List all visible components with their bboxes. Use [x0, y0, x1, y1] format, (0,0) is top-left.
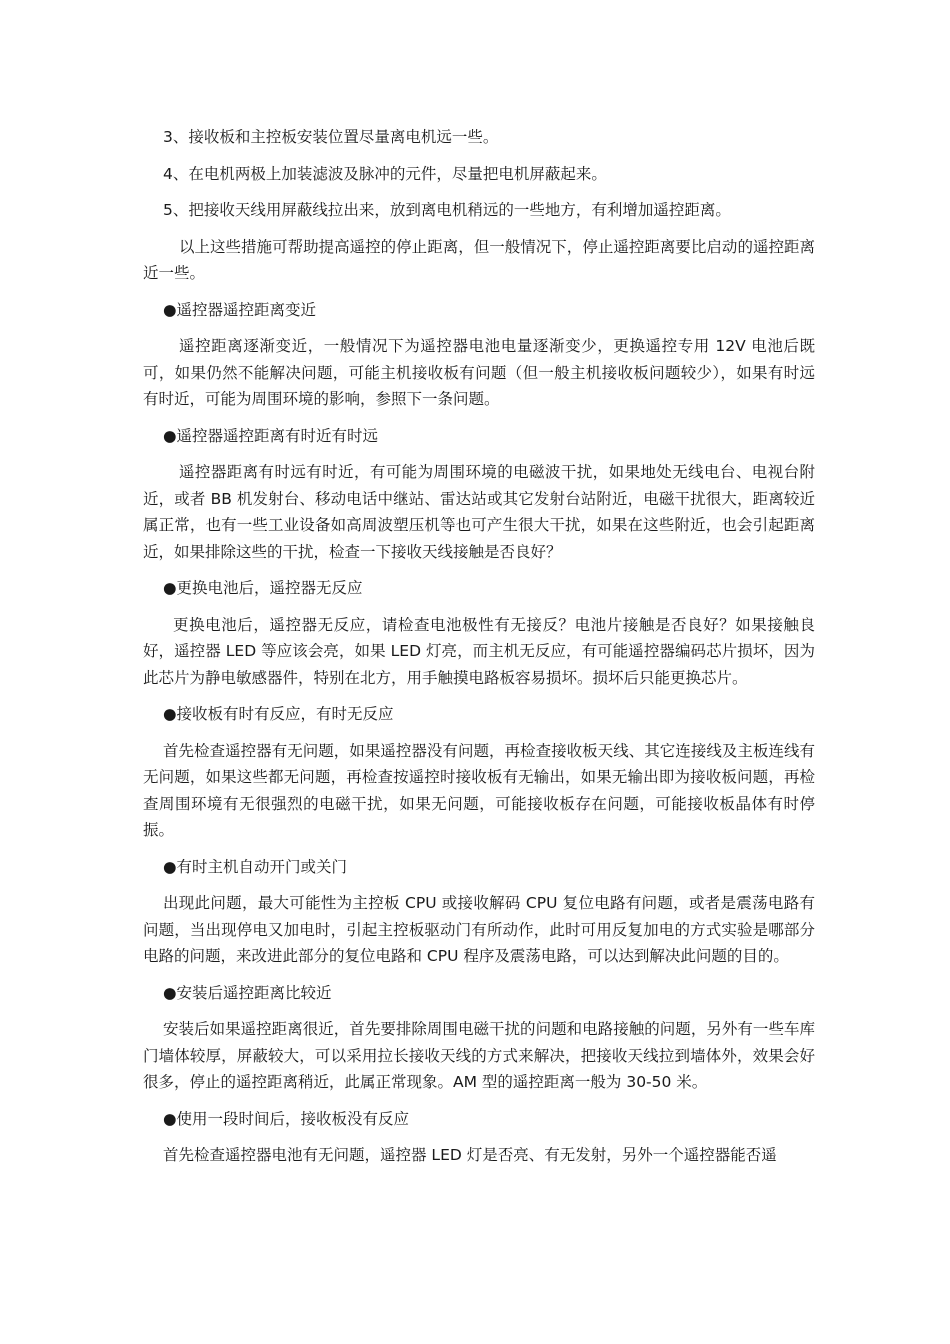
list-item-5: 5、把接收天线用屏蔽线拉出来，放到离电机稍远的一些地方，有利增加遥控距离。: [163, 201, 731, 219]
section-body-distance-varies: 遥控器距离有时远有时近，有可能为周围环境的电磁波干扰，如果地处无线电台、电视台附近，或者 BB 机发射台、移动电话中继站、雷达站或其它发射台站附近，电磁干扰很大，距离较近属正常，也有一些工业设备如高周波塑压机等也可产生很大干扰，如果在这些附近，也会引起距离近，如果排除这些的干扰，检查一下接收天线接触是否良好？: [143, 463, 815, 561]
intro-paragraph: 以上这些措施可帮助提高遥控的停止距离，但一般情况下，停止遥控距离要比启动的遥控距离近一些。: [143, 237, 815, 282]
document-body: [143, 124, 815, 1179]
section-body-short-distance-after-install: 安装后如果遥控距离很近，首先要排除周围电磁干扰的问题和电路接触的问题，另外有一些车库门墙体较厚，屏蔽较大，可以采用拉长接收天线的方式来解决，把接收天线拉到墙体外，效果会好很多，停止的遥控距离稍近，此属正常现象。AM 型的遥控距离一般为 30-50 米。: [143, 1020, 815, 1091]
section-body-auto-open-close: 出现此问题，最大可能性为主控板 CPU 或接收解码 CPU 复位电路有问题，或者是震荡电路有问题，当出现停电又加电时，引起主控板驱动门有所动作，此时可用反复加电的方式实验是哪部分电路的问题，来改进此部分的复位电路和 CPU 程序及震荡电路，可以达到解决此问题的目的。: [143, 894, 815, 965]
section-body-receiver-intermittent: 首先检查遥控器有无问题，如果遥控器没有问题，再检查接收板天线、其它连接线及主板连线有无问题，如果这些都无问题，再检查按遥控时接收板有无输出，如果无输出即为接收板问题，再检查周围环境有无很强烈的电磁干扰，如果无问题，可能接收板存在问题，可能接收板晶体有时停振。: [143, 741, 815, 839]
section-heading-receiver-intermittent: ●接收板有时有反应，有时无反应: [163, 705, 394, 723]
section-heading-receiver-dead-after-use: ●使用一段时间后，接收板没有反应: [163, 1109, 410, 1128]
section-body-no-response-after-battery: 更换电池后，遥控器无反应，请检查电池极性有无接反？电池片接触是否良好？如果接触良好，遥控器 LED 等应该会亮，如果 LED 灯亮，而主机无反应，有可能遥控器编码芯片损坏，因为此芯片为静电敏感器件，特别在北方，用手触摸电路板容易损坏。损坏后只能更换芯片。: [143, 615, 815, 687]
section-heading-no-response-after-battery: ●更换电池后，遥控器无反应: [163, 579, 363, 597]
section-body-distance-shorter: 遥控距离逐渐变近，一般情况下为遥控器电池电量逐渐变少，更换遥控专用 12V 电池后既可，如果仍然不能解决问题，可能主机接收板有问题（但一般主机接收板问题较少），如果有时远有时近，可能为周围环境的影响，参照下一条问题。: [143, 337, 815, 408]
section-heading-distance-varies: ●遥控器遥控距离有时近有时远: [163, 426, 379, 445]
list-item-3: 3、接收板和主控板安装位置尽量离电机远一些。: [163, 128, 499, 146]
section-heading-short-distance-after-install: ●安装后遥控距离比较近: [163, 983, 332, 1002]
section-heading-distance-shorter: ●遥控器遥控距离变近: [163, 300, 317, 319]
section-body-receiver-dead-after-use: 首先检查遥控器电池有无问题，遥控器 LED 灯是否亮、有无发射，另外一个遥控器能否遥: [163, 1146, 777, 1164]
list-item-4: 4、在电机两极上加装滤波及脉冲的元件，尽量把电机屏蔽起来。: [163, 164, 607, 183]
section-heading-auto-open-close: ●有时主机自动开门或关门: [163, 857, 348, 876]
